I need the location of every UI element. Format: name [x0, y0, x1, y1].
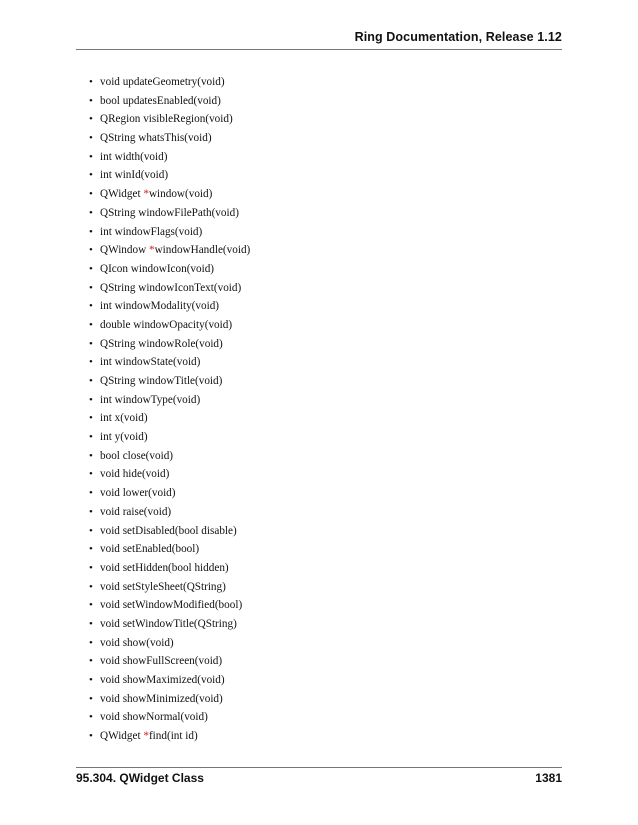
method-signature: updatesEnabled(void)	[122, 94, 221, 107]
return-type: QString	[100, 206, 136, 219]
return-type: void	[100, 487, 120, 500]
method-signature: updateGeometry(void)	[122, 76, 225, 88]
list-item	[89, 129, 250, 148]
method-signature: window(void)	[148, 188, 213, 201]
method-signature: width(void)	[114, 150, 168, 163]
list-item	[89, 353, 250, 372]
list-item	[89, 447, 250, 466]
return-type: int	[100, 393, 112, 406]
bullet-icon: •	[89, 730, 93, 743]
return-type: QWindow	[100, 244, 147, 257]
list-item	[89, 671, 250, 690]
return-type: int	[100, 169, 112, 182]
bullet-icon: •	[89, 113, 93, 126]
list-item	[89, 727, 250, 746]
method-signature: setHidden(bool hidden)	[122, 561, 229, 574]
list-item	[89, 391, 250, 410]
list-item	[89, 690, 250, 709]
bullet-icon: •	[89, 487, 93, 500]
list-item	[89, 578, 250, 597]
list-item	[89, 260, 250, 279]
list-item	[89, 596, 250, 615]
list-item	[89, 241, 250, 260]
method-signature: setStyleSheet(QString)	[122, 580, 226, 593]
return-type: QString	[100, 281, 136, 294]
bullet-icon: •	[89, 337, 93, 350]
method-signature: windowRole(void)	[138, 337, 223, 350]
pointer-star: *	[148, 244, 155, 257]
return-type: int	[100, 225, 112, 238]
method-signature: windowType(void)	[114, 393, 201, 406]
list-item	[89, 316, 250, 335]
list-item	[89, 409, 250, 428]
method-signature: windowFilePath(void)	[138, 206, 239, 219]
bullet-icon: •	[89, 281, 93, 294]
bullet-icon: •	[89, 580, 93, 593]
method-signature: windowTitle(void)	[138, 375, 223, 387]
bullet-icon: •	[89, 468, 93, 481]
return-type: int	[100, 431, 112, 444]
return-type: void	[100, 655, 120, 668]
return-type: void	[100, 543, 120, 556]
list-item	[89, 185, 250, 204]
list-item	[89, 110, 250, 129]
bullet-icon: •	[89, 375, 93, 387]
method-signature: setWindowTitle(QString)	[122, 617, 237, 630]
bullet-icon: •	[89, 169, 93, 182]
bullet-icon: •	[89, 356, 93, 369]
method-signature: showMaximized(void)	[122, 674, 225, 686]
return-type: void	[100, 561, 120, 574]
bullet-icon: •	[89, 674, 93, 686]
return-type: int	[100, 300, 112, 313]
return-type: QString	[100, 132, 136, 145]
list-item	[89, 204, 250, 223]
bullet-icon: •	[89, 94, 93, 107]
method-signature: show(void)	[122, 636, 174, 649]
return-type: int	[100, 150, 112, 163]
list-item	[89, 559, 250, 578]
bullet-icon: •	[89, 225, 93, 238]
pointer-star: *	[143, 188, 149, 201]
bullet-icon: •	[89, 150, 93, 163]
list-item	[89, 652, 250, 671]
return-type: void	[100, 711, 120, 724]
method-signature: windowIconText(void)	[138, 281, 242, 294]
bullet-icon: •	[89, 711, 93, 724]
list-item	[89, 223, 250, 242]
return-type: void	[100, 505, 120, 518]
list-item	[89, 540, 250, 559]
bullet-icon: •	[89, 431, 93, 444]
method-signature: windowIcon(void)	[130, 262, 215, 275]
bullet-icon: •	[89, 393, 93, 406]
return-type: void	[100, 580, 120, 593]
bullet-icon: •	[89, 412, 93, 425]
return-type: void	[100, 524, 120, 537]
method-signature: setDisabled(bool disable)	[122, 524, 237, 537]
return-type: void	[100, 636, 120, 649]
method-signature: find(int id)	[148, 730, 198, 743]
method-signature: windowState(void)	[114, 356, 201, 369]
method-signature: visibleRegion(void)	[143, 113, 233, 126]
list-item	[89, 634, 250, 653]
method-signature: lower(void)	[122, 487, 176, 500]
bullet-icon: •	[89, 655, 93, 668]
pointer-star: *	[143, 730, 149, 743]
bullet-icon: •	[89, 505, 93, 518]
method-signature: hide(void)	[122, 468, 170, 481]
method-signature: x(void)	[114, 412, 148, 425]
bullet-icon: •	[89, 617, 93, 630]
list-item	[89, 166, 250, 185]
return-type: QRegion	[100, 113, 141, 126]
return-type: void	[100, 692, 120, 705]
bullet-icon: •	[89, 692, 93, 705]
page-header-title: Ring Documentation, Release 1.12	[354, 30, 562, 44]
list-item	[89, 503, 250, 522]
bullet-icon: •	[89, 318, 93, 331]
bullet-icon: •	[89, 188, 93, 201]
list-item	[89, 297, 250, 316]
return-type: QString	[100, 375, 136, 387]
bullet-icon: •	[89, 76, 93, 88]
list-item	[89, 148, 250, 167]
method-signature: setWindowModified(bool)	[122, 599, 243, 612]
method-list	[89, 73, 250, 746]
bullet-icon: •	[89, 449, 93, 462]
list-item	[89, 484, 250, 503]
footer-page-number: 1381	[535, 771, 562, 785]
list-item	[89, 335, 250, 354]
method-signature: windowHandle(void)	[154, 244, 251, 257]
method-signature: y(void)	[114, 431, 148, 444]
return-type: void	[100, 617, 120, 630]
bullet-icon: •	[89, 524, 93, 537]
bullet-icon: •	[89, 300, 93, 313]
method-signature: windowModality(void)	[114, 300, 220, 313]
bullet-icon: •	[89, 132, 93, 145]
method-signature: whatsThis(void)	[138, 132, 212, 145]
list-item	[89, 73, 250, 92]
return-type: void	[100, 599, 120, 612]
return-type: bool	[100, 449, 120, 462]
method-signature: winId(void)	[114, 169, 169, 182]
header-divider	[76, 49, 562, 50]
return-type: QIcon	[100, 262, 128, 275]
method-signature: windowOpacity(void)	[133, 318, 233, 331]
return-type: QWidget	[100, 730, 141, 743]
bullet-icon: •	[89, 543, 93, 556]
return-type: void	[100, 674, 120, 686]
return-type: int	[100, 412, 112, 425]
return-type: int	[100, 356, 112, 369]
bullet-icon: •	[89, 206, 93, 219]
list-item	[89, 708, 250, 727]
method-signature: close(void)	[122, 449, 174, 462]
footer-divider	[76, 767, 562, 768]
list-item	[89, 279, 250, 298]
footer-section-title: 95.304. QWidget Class	[76, 771, 204, 785]
method-signature: windowFlags(void)	[114, 225, 203, 238]
list-item	[89, 522, 250, 541]
method-signature: showNormal(void)	[122, 711, 208, 724]
method-signature: showFullScreen(void)	[122, 655, 223, 668]
return-type: QString	[100, 337, 136, 350]
return-type: double	[100, 318, 131, 331]
bullet-icon: •	[89, 636, 93, 649]
return-type: QWidget	[100, 188, 141, 201]
list-item	[89, 428, 250, 447]
method-signature: setEnabled(bool)	[122, 543, 200, 556]
list-item	[89, 92, 250, 111]
bullet-icon: •	[89, 561, 93, 574]
bullet-icon: •	[89, 599, 93, 612]
list-item	[89, 372, 250, 391]
method-signature: showMinimized(void)	[122, 692, 223, 705]
return-type: void	[100, 76, 120, 88]
bullet-icon: •	[89, 262, 93, 275]
list-item	[89, 615, 250, 634]
method-signature: raise(void)	[122, 505, 172, 518]
return-type: bool	[100, 94, 120, 107]
return-type: void	[100, 468, 120, 481]
bullet-icon: •	[89, 244, 93, 257]
list-item	[89, 465, 250, 484]
